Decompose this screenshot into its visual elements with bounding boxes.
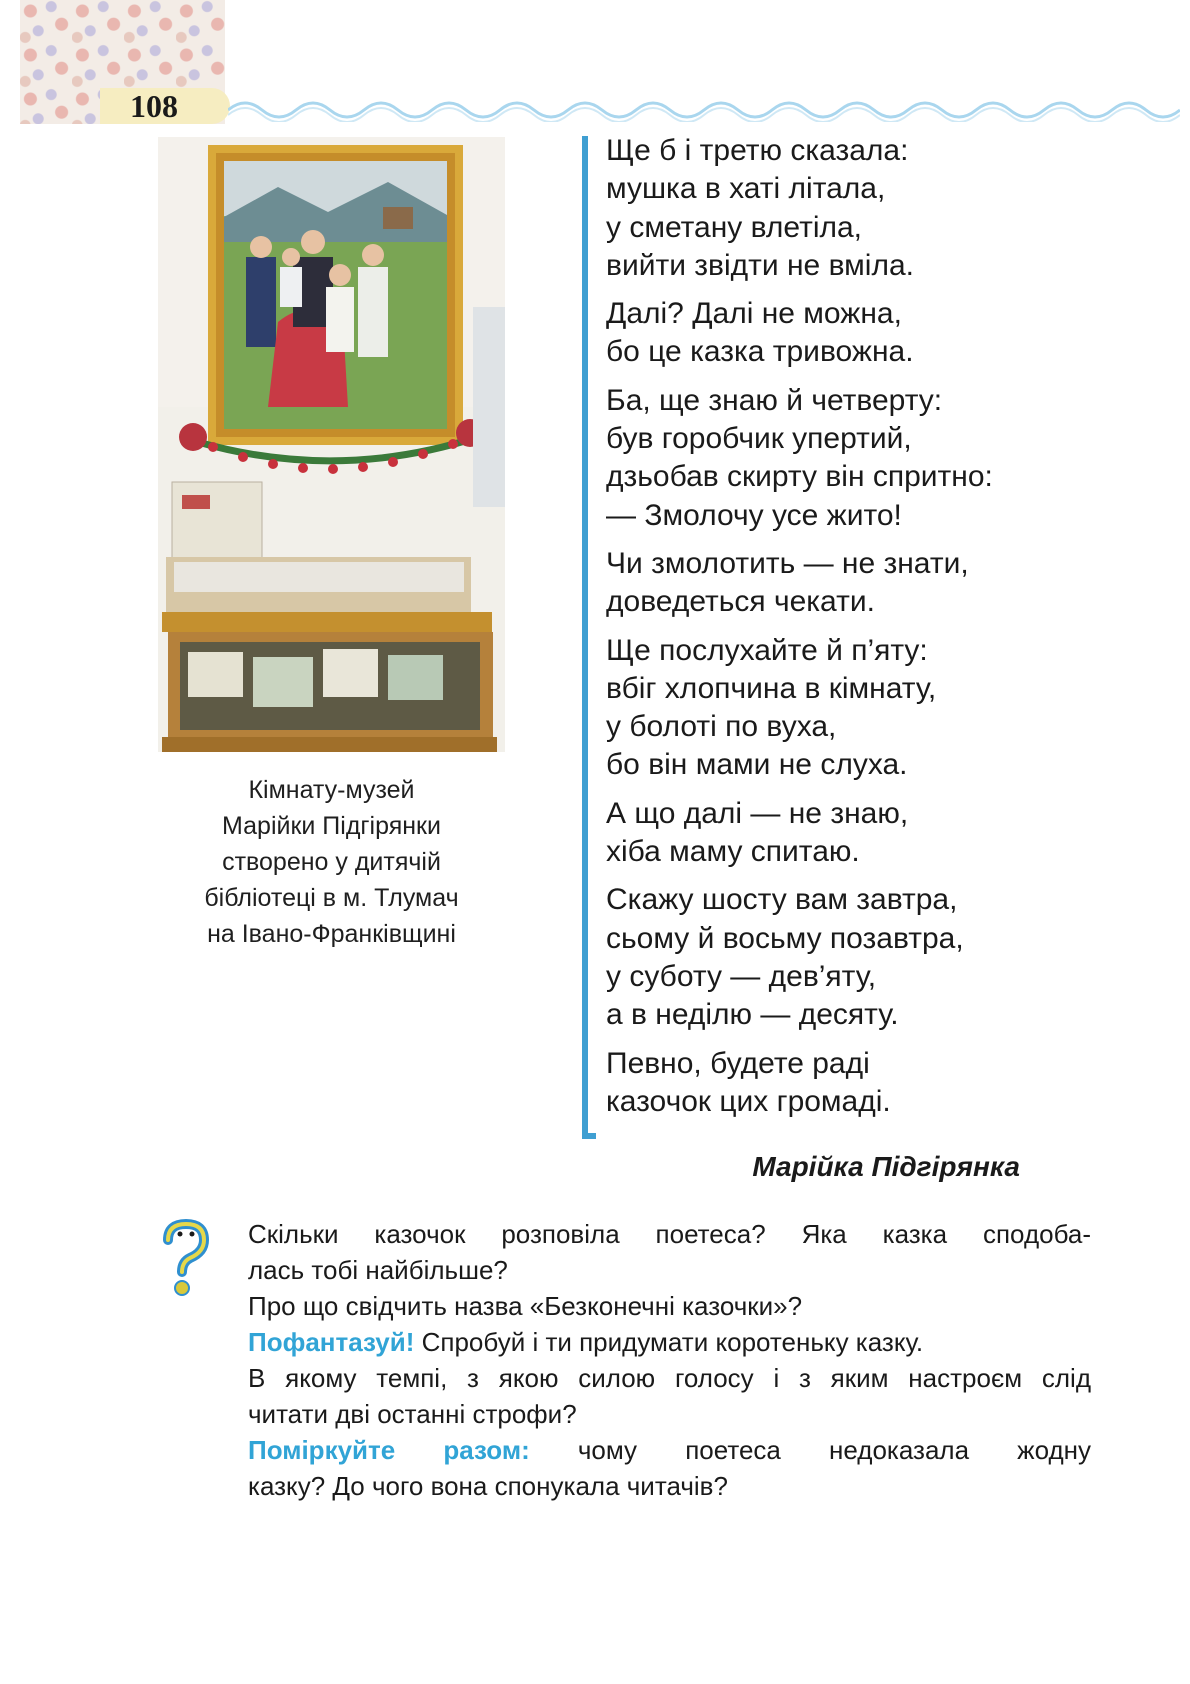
think-together-label: Поміркуйте разом:	[248, 1435, 530, 1465]
poem	[606, 132, 1106, 1131]
caption-line: бібліотеці в м. Тлумач	[204, 884, 459, 912]
poem-author: Марійка Підгірянка	[752, 1151, 1020, 1182]
stanza-6	[606, 795, 1106, 872]
poem-line: вбіг хлопчина в кімнату,	[606, 671, 937, 705]
poem-line: казочок цих громаді.	[606, 1084, 891, 1118]
poem-line: А що далі — не знаю,	[606, 796, 909, 830]
poem-line: хіба маму спитаю.	[606, 835, 860, 869]
poem-line: Ба, ще знаю й четверту:	[606, 383, 943, 417]
wave-divider	[228, 92, 1180, 122]
poem-line: а в неділю — десяту.	[606, 998, 899, 1032]
stanza-4	[606, 545, 1106, 622]
poem-line: у сметану влетіла,	[606, 210, 863, 244]
stanza-5	[606, 632, 1106, 785]
poem-line: бо це казка тривожна.	[606, 335, 914, 369]
caption-line: Кімнату-музей	[248, 776, 415, 804]
poem-line: доведеться чекати.	[606, 585, 875, 619]
stanza-7	[606, 881, 1106, 1034]
stanza-1	[606, 132, 1106, 285]
question-line: лась тобі найбільше?	[248, 1255, 508, 1285]
fantasize-label: Пофантазуй!	[248, 1327, 415, 1357]
caption-line: на Івано-Франківщині	[207, 920, 456, 948]
photo-caption	[158, 772, 505, 952]
poem-accent-bar	[582, 136, 588, 1139]
question-line: Про що свідчить назва «Безконечні казочки»?	[248, 1291, 803, 1321]
poem-line: сьому й восьму позавтра,	[606, 921, 964, 955]
poem-accent-bar-foot	[582, 1133, 596, 1139]
question-line	[248, 1324, 1091, 1360]
stanza-3	[606, 382, 1106, 535]
stanza-2	[606, 295, 1106, 372]
question-line: Скільки казочок розповіла поетеса? Яка казка сподоба-	[248, 1219, 1091, 1249]
caption-line: Марійки Підгірянки	[222, 812, 441, 840]
poem-line: Чи змолотить — не знати,	[606, 546, 969, 580]
caption-line: створено у дитячій	[222, 848, 441, 876]
stanza-8	[606, 1045, 1106, 1122]
poem-line: Ще послухайте й п’яту:	[606, 633, 928, 667]
poem-line: був горобчик упертий,	[606, 422, 912, 456]
questions-block	[248, 1216, 1091, 1504]
page-number: 108	[100, 88, 230, 124]
poem-line: бо він мами не слуха.	[606, 748, 908, 782]
poem-line: — Змолочу усе жито!	[606, 498, 902, 532]
question-mark-icon	[154, 1218, 214, 1298]
poem-line: Скажу шосту вам завтра,	[606, 883, 958, 917]
question-text: Спробуй і ти придумати коротеньку казку.	[414, 1327, 924, 1357]
museum-room-photo	[158, 137, 505, 752]
question-line: казку? До чого вона спонукала читачів?	[248, 1471, 728, 1501]
poem-line: Далі? Далі не можна,	[606, 297, 902, 331]
question-line	[248, 1432, 1091, 1468]
poem-line: Ще б і третю сказала:	[606, 134, 909, 167]
poem-line: вийти звідти не вміла.	[606, 248, 914, 282]
poem-line: дзьобав скирту він спритно:	[606, 460, 993, 494]
poem-line: мушка в хаті літала,	[606, 172, 886, 206]
question-line: читати дві останні строфи?	[248, 1399, 577, 1429]
poem-line: Певно, будете раді	[606, 1046, 870, 1080]
poem-line: у суботу — дев’яту,	[606, 959, 877, 993]
question-line: В якому темпі, з якою силою голосу і з яким настроєм слід	[248, 1363, 1091, 1393]
poem-line: у болоті по вуха,	[606, 710, 837, 744]
question-text: чому поетеса недоказала жодну	[529, 1435, 1091, 1465]
